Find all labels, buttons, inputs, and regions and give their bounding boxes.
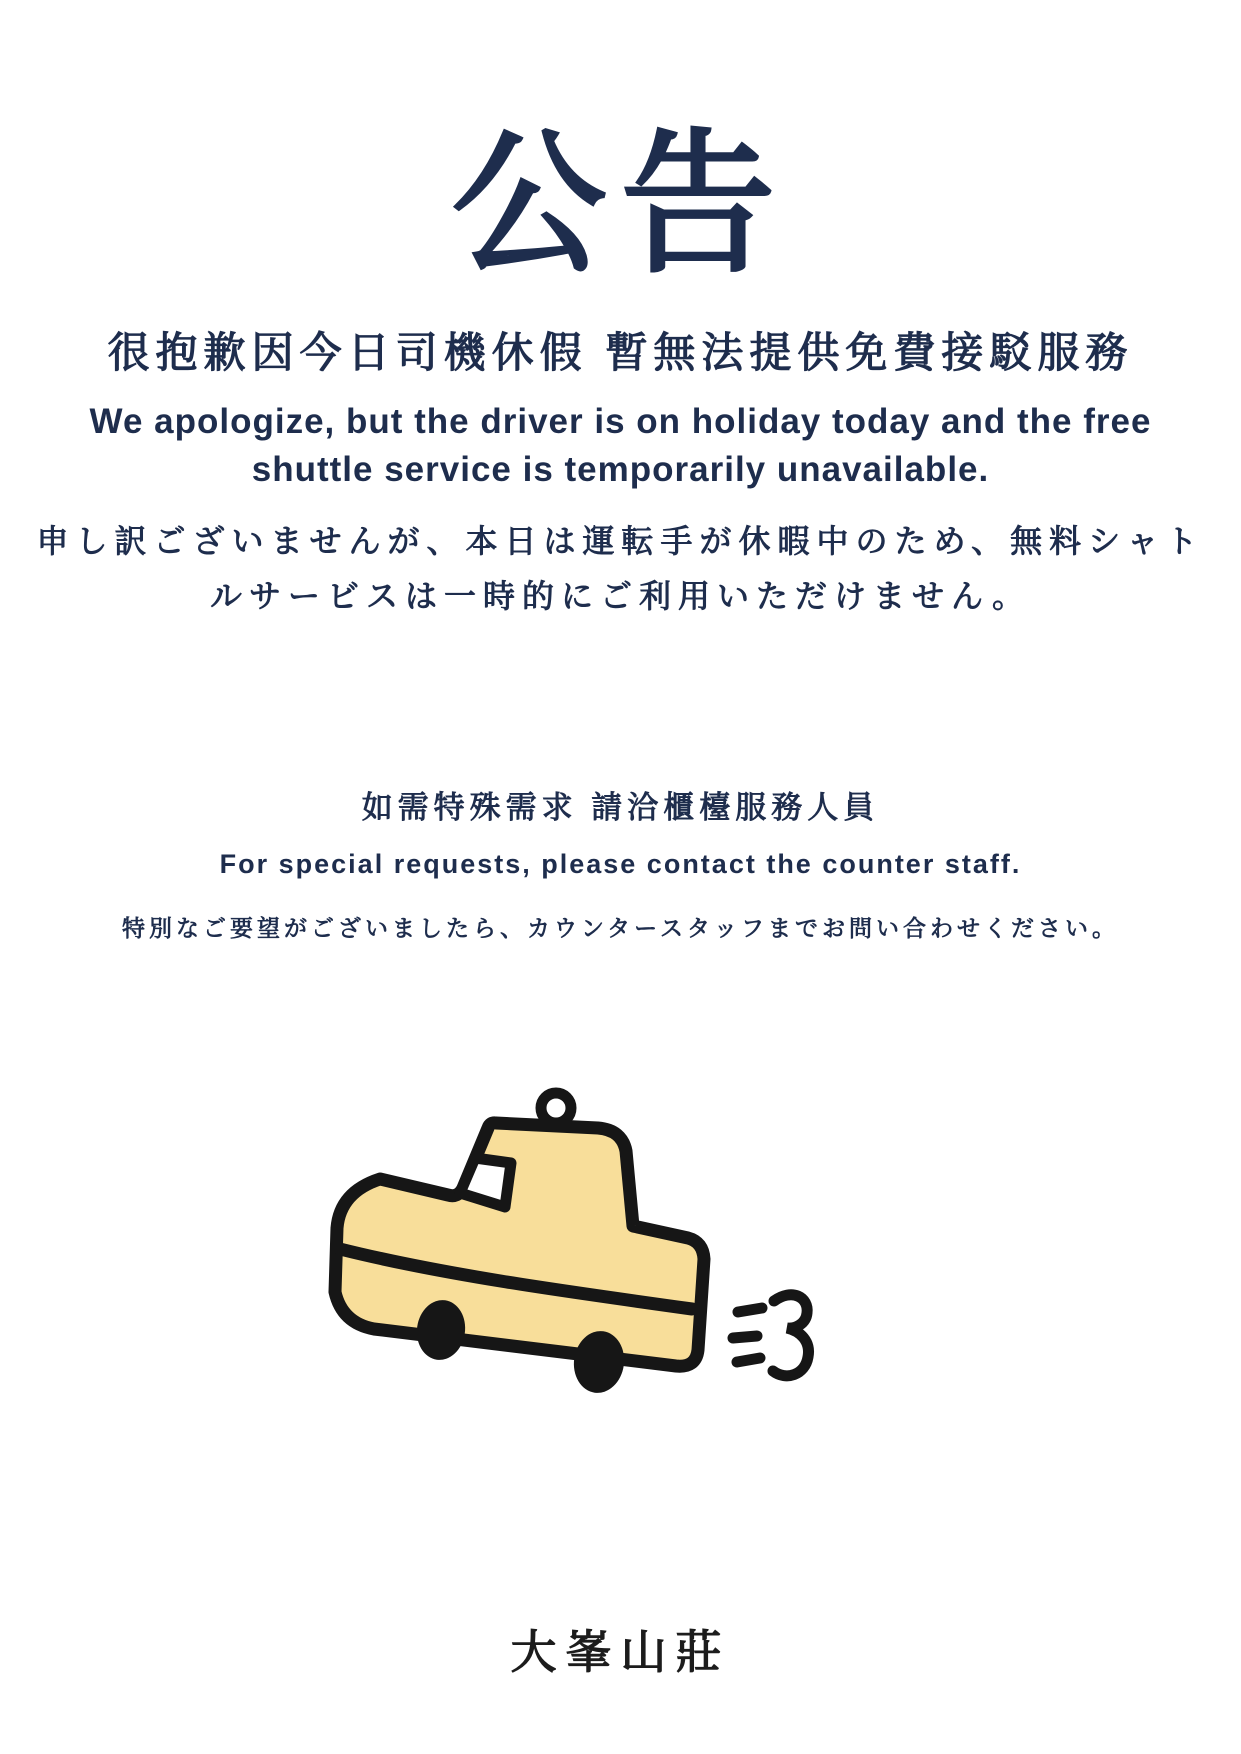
poster-title-text: 公告 [451,118,790,291]
taxi-car-icon [295,1066,925,1411]
contact-notice-chinese-text: 如需特殊需求 請洽櫃檯服務人員 [361,790,880,825]
shuttle-car-illustration [295,1066,925,1411]
car-window [460,1158,511,1207]
contact-notice-japanese-text: 特別なご要望がございましたら、カウンタースタッフまでお問い合わせください。 [122,915,1119,941]
main-notice-english [0,398,1241,494]
car-body [335,1123,704,1366]
exhaust-squiggle-icon [773,1295,808,1376]
main-notice-chinese-text: 很抱歉因今日司機休假 暫無法提供免費接駁服務 [107,329,1134,376]
contact-notice-english-text: For special requests, please contact the counter staff. [219,849,1022,879]
contact-notice-japanese [0,910,1241,943]
main-notice-english-text: We apologize, but the driver is on holiday today and the free shuttle service is temporarily unavailable. [89,402,1152,489]
main-notice-chinese [0,320,1241,380]
lodge-name-text: 大峯山莊 [510,1626,731,1678]
exhaust-dashes-icon [733,1308,762,1362]
main-notice-japanese [0,514,1241,624]
main-notice-japanese-text: 申し訳ございませんが、本日は運転手が休暇中のため、無料シャトルサービスは一時的にご利用いただけません。 [36,523,1205,615]
contact-notice-english [0,849,1241,880]
poster-title [0,108,1241,302]
contact-notice-chinese [0,782,1241,827]
lodge-name-footer [0,1616,1241,1682]
